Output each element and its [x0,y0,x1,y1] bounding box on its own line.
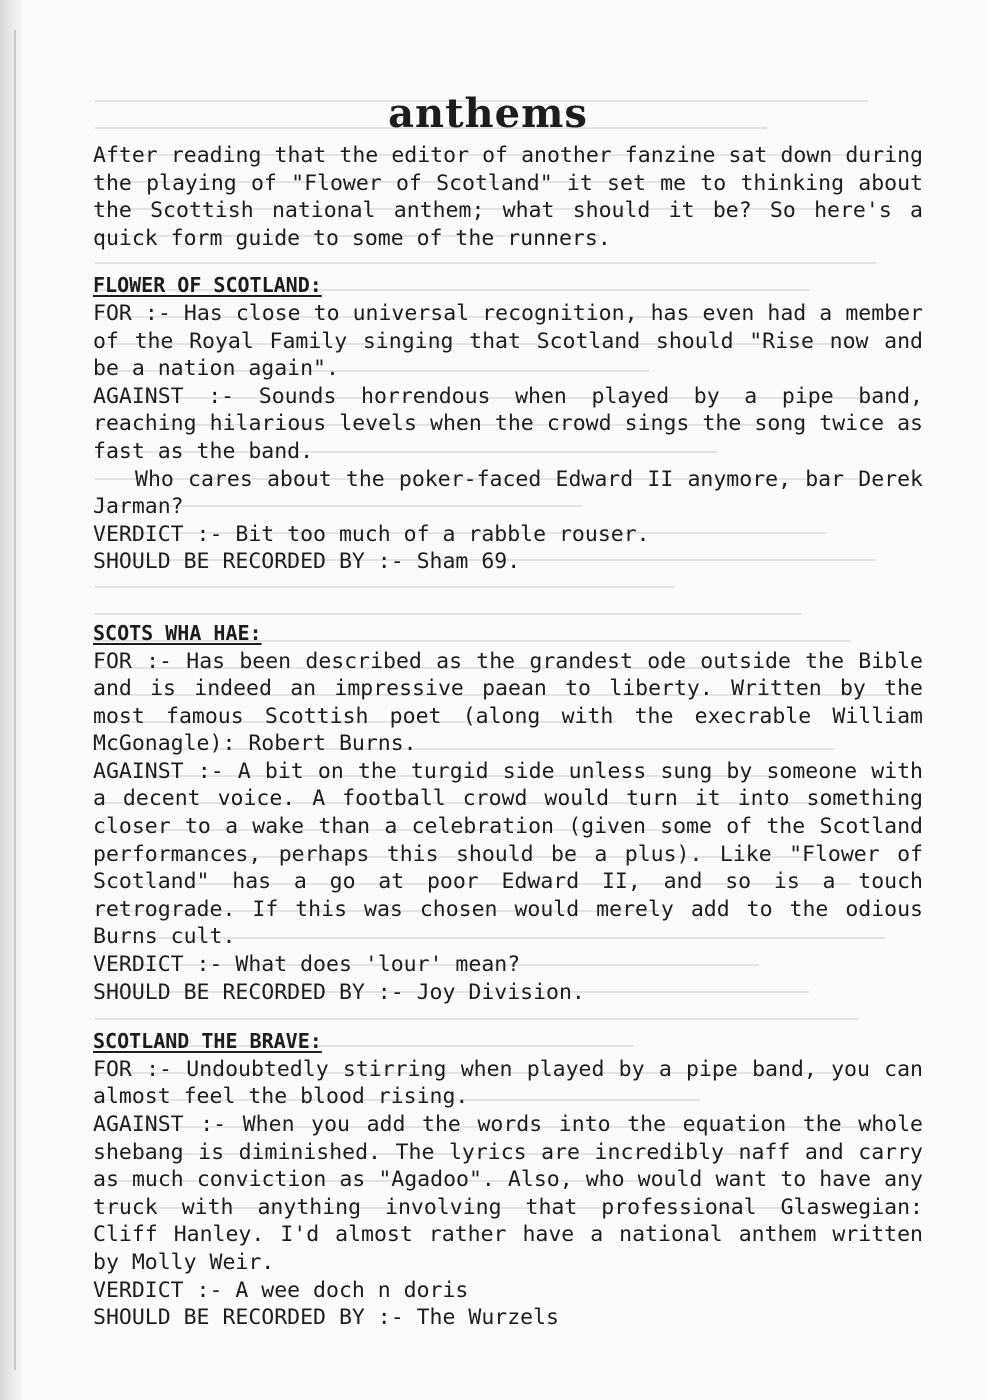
against-text: AGAINST :- When you add the words into the equation the whole shebang is diminished. The lyrics are incredibly naff and carry as much conviction as "Agadoo". Also, who would want to have any truck with anything involving that professional Glaswegian: Cliff Hanley. I'd almost rather have a national anthem written by Molly Weir. [93,1112,923,1275]
extra-text: Who cares about the poker-faced Edward II anymore, bar Derek Jarman? [93,466,923,520]
for-text: FOR :- Undoubtedly stirring when played by a pipe band, you can almost feel the blood rising. [93,1056,923,1110]
verdict-text: VERDICT :- What does 'lour' mean? [93,952,521,978]
recorded-by-text: SHOULD BE RECORDED BY :- The Wurzels [93,1305,559,1331]
for-text: FOR :- Has close to universal recognition, has even had a member of the Royal Family singing that Scotland should "Rise now and be a nation again". [93,300,923,382]
verdict-text: VERDICT :- Bit too much of a rabble rouser. [93,521,650,547]
article [93,92,923,1332]
recorded-by-text: SHOULD BE RECORDED BY :- Sham 69. [93,549,521,575]
binding-crease [14,30,16,1370]
section-heading: FLOWER OF SCOTLAND: [93,273,322,298]
verdict-text: VERDICT :- A wee doch n doris [93,1277,469,1303]
against-text: AGAINST :- A bit on the turgid side unless sung by someone with a decent voice. A football crowd would turn it into something closer to a wake than a celebration (given some of the Scotland performances, perhaps this should be a plus). Like "Flower of Scotland" has a go at poor Edward II, and so is a touch retrograde. If this was chosen would merely add to the odious Burns cult. [93,758,923,950]
section-heading: SCOTLAND THE BRAVE: [93,1029,322,1054]
against-text: AGAINST :- Sounds horrendous when played by a pipe band, reaching hilarious levels when the crowd sings the song twice as fast as the band. [93,383,923,464]
recorded-by-text: SHOULD BE RECORDED BY :- Joy Division. [93,979,585,1005]
for-text: FOR :- Has been described as the grandest ode outside the Bible and is indeed an impressive paean to liberty. Written by the most famous Scottish poet (along with the execrable William McGonagle): Robert Burns. [93,648,923,757]
section-heading: SCOTS WHA HAE: [93,620,262,645]
section-flower-of-scotland [93,272,923,576]
section-scotland-the-brave [93,1028,923,1332]
page-binding-edge [0,0,22,1400]
section-scots-wha-hae [93,620,923,1006]
page-title: anthems [388,90,588,137]
intro-paragraph: After reading that the editor of another fanzine sat down during the playing of "Flower of Scotland" it set me to thinking about the Scottish national anthem; what should it be? So here's a quick form guide to some of the runners. [93,143,923,251]
